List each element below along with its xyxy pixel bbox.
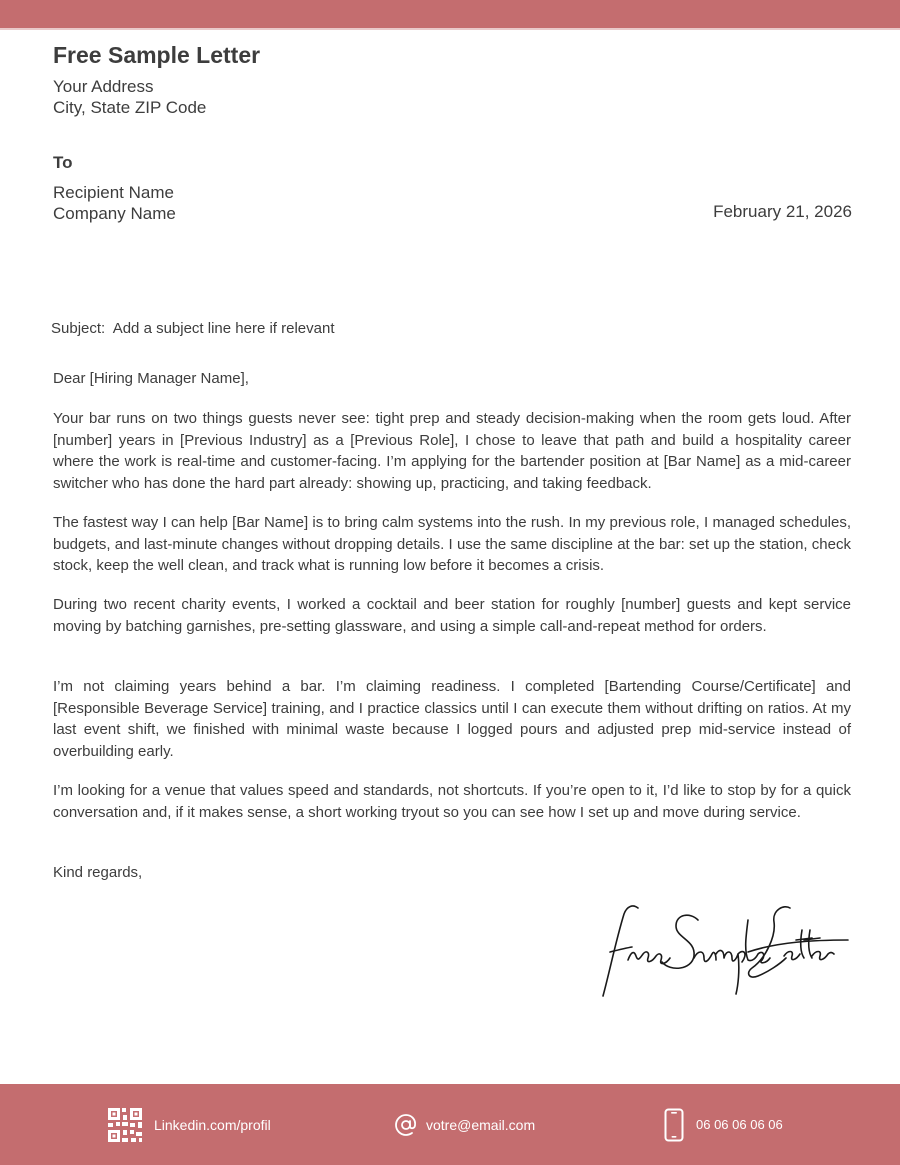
letter-date: February 21, 2026 bbox=[713, 202, 852, 221]
body-paragraph-4: I’m not claiming years behind a bar. I’m claiming readiness. I completed [Bartending Course/Certificate] and [Responsible Beverage Service] training, and I practice classics until I can execute them without drifting on ratios. At my last event shift, we finished with minimal waste because I logged pours and adjusted prep mid-service instead of overbuilding early. bbox=[53, 678, 851, 760]
mobile-phone-icon bbox=[664, 1108, 684, 1142]
handwritten-signature bbox=[598, 900, 850, 1000]
sender-name: Free Sample Letter bbox=[53, 42, 261, 68]
body-paragraph-5: I’m looking for a venue that values speed and standards, not shortcuts. If you’re open to it, I’d like to stop by for a quick conversation and, if it makes sense, a short working tryout so you can see how I set up and move during service. bbox=[53, 782, 851, 821]
subject-line: Subject: Add a subject line here if relevant bbox=[51, 320, 335, 337]
recipient-company: Company Name bbox=[53, 204, 176, 223]
body-paragraph-3: During two recent charity events, I worked a cocktail and beer station for roughly [number] guests and kept service moving by batching garnishes, pre-setting glassware, and using a simple call-and-repeat method for orders. bbox=[53, 596, 851, 635]
body-paragraph-2: The fastest way I can help [Bar Name] is to bring calm systems into the rush. In my previous role, I managed schedules, budgets, and last-minute changes without dropping details. I use the same discipline at the bar: set up the station, check stock, keep the well clean, and track what is running low before it becomes a crisis. bbox=[53, 514, 851, 574]
footer-phone[interactable] bbox=[664, 1084, 783, 1165]
sender-address-line2: City, State ZIP Code bbox=[53, 98, 207, 117]
footer-phone-text: 06 06 06 06 06 bbox=[696, 1117, 783, 1132]
recipient-name: Recipient Name bbox=[53, 183, 174, 202]
footer-bar bbox=[0, 1084, 900, 1165]
salutation: Dear [Hiring Manager Name], bbox=[53, 370, 249, 387]
top-accent-bar bbox=[0, 0, 900, 28]
body-paragraph-1: Your bar runs on two things guests never see: tight prep and steady decision-making when the room gets loud. After [number] years in [Previous Industry] as a [Previous Role], I chose to leave that path and build a hospitality career where the work is real-time and customer-facing. I’m applying for the bartender position at [Bar Name] as a mid-career switcher who has done the hard part already: showing up, practicing, and taking feedback. bbox=[53, 410, 851, 492]
sender-address-line1: Your Address bbox=[53, 77, 154, 96]
footer-email[interactable] bbox=[394, 1084, 535, 1165]
closing: Kind regards, bbox=[53, 864, 143, 881]
footer-linkedin-text: Linkedin.com/profil bbox=[154, 1116, 271, 1133]
at-sign-icon bbox=[394, 1113, 418, 1137]
footer-linkedin[interactable] bbox=[108, 1084, 271, 1165]
to-label: To bbox=[53, 153, 73, 172]
qr-code-icon bbox=[108, 1108, 142, 1142]
footer-email-text: votre@email.com bbox=[426, 1116, 536, 1133]
top-accent-divider bbox=[0, 28, 900, 30]
